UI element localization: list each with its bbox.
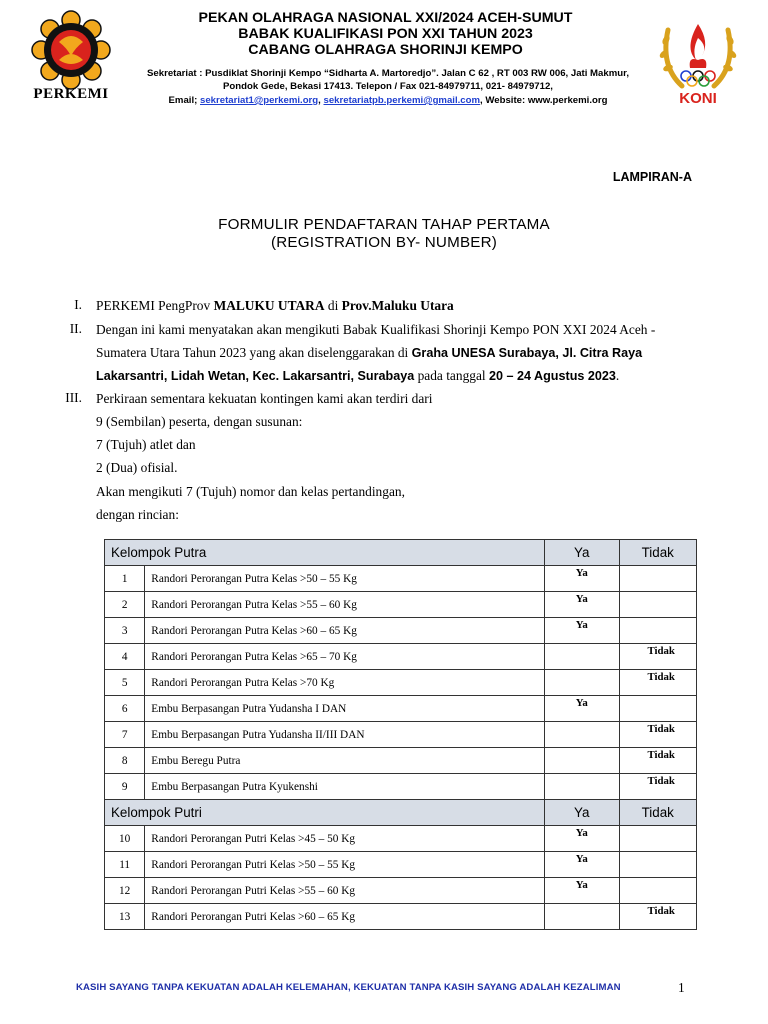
table-row: [105, 878, 697, 904]
ya-cell: [544, 618, 619, 644]
group-header: Kelompok Putri: [105, 800, 545, 826]
tidak-mark: Tidak: [647, 671, 675, 683]
table-row: [105, 618, 697, 644]
form-subtitle: (REGISTRATION BY- NUMBER): [270, 234, 498, 251]
table-row: [105, 670, 697, 696]
tidak-cell: [619, 696, 697, 722]
ya-cell: [544, 722, 619, 748]
row-number: 7: [105, 722, 145, 748]
section-iii-number: III.: [65, 390, 82, 405]
tidak-cell: [619, 618, 697, 644]
ya-cell: [544, 566, 619, 592]
event-name: Randori Perorangan Putra Kelas >65 – 70 Kg: [145, 644, 545, 670]
ya-mark: Ya: [575, 619, 588, 631]
tidak-cell: [619, 722, 697, 748]
row-number: 3: [105, 618, 145, 644]
letterhead-title-2: BABAK KUALIFIKASI PON XXI TAHUN 2023: [238, 26, 533, 42]
ya-cell: [544, 644, 619, 670]
section-iii-line-4: 2 (Dua) ofisial.: [96, 460, 178, 475]
website-text: , Website: www.perkemi.org: [480, 95, 608, 106]
koni-logo-icon: [652, 16, 744, 94]
event-name: Randori Perorangan Putra Kelas >55 – 60 Kg: [145, 592, 545, 618]
col-ya-header: Ya: [544, 800, 619, 826]
koni-logo-text: KONI: [679, 90, 717, 107]
table-row: [105, 748, 697, 774]
col-tidak-header: Tidak: [619, 800, 697, 826]
ya-cell: [544, 670, 619, 696]
ya-cell: [544, 774, 619, 800]
email-label: Email;: [168, 95, 200, 106]
section-ii-line-3: [96, 367, 619, 385]
page-number: 1: [678, 980, 685, 995]
province-org: MALUKU UTARA: [213, 298, 325, 313]
event-name: Randori Perorangan Putri Kelas >50 – 55 Kg: [145, 852, 545, 878]
ya-mark: Ya: [575, 853, 588, 865]
section-ii-line-2: [96, 344, 642, 362]
ya-mark: Ya: [575, 827, 588, 839]
event-name: Embu Berpasangan Putra Yudansha II/III DAN: [145, 722, 545, 748]
event-name: Randori Perorangan Putri Kelas >55 – 60 Kg: [145, 878, 545, 904]
ya-mark: Ya: [575, 567, 588, 579]
letterhead-title-3: CABANG OLAHRAGA SHORINJI KEMPO: [248, 42, 523, 58]
section-iii-line-3: 7 (Tujuh) atlet dan: [96, 437, 196, 452]
form-title: FORMULIR PENDAFTARAN TAHAP PERTAMA: [218, 216, 550, 233]
table-row: [105, 722, 697, 748]
tidak-cell: [619, 904, 697, 930]
letterhead-address-2: Pondok Gede, Bekasi 17413. Telepon / Fax 021-84979711, 021- 84979712,: [223, 81, 553, 92]
row-number: 13: [105, 904, 145, 930]
tidak-cell: [619, 592, 697, 618]
event-name: Embu Berpasangan Putra Kyukenshi: [145, 774, 545, 800]
section-ii-line-1: Dengan ini kami menyatakan akan mengikuti Babak Kualifikasi Shorinji Kempo PON XXI 2024 Aceh -: [96, 322, 656, 337]
section-iii-line-5: Akan mengikuti 7 (Tujuh) nomor dan kelas pertandingan,: [96, 484, 405, 499]
letterhead-address-1: Sekretariat : Pusdiklat Shorinji Kempo “Sidharta A. Martoredjo”. Jalan C 62 , RT 003 RW 006, Jati Makmur,: [147, 68, 629, 79]
row-number: 12: [105, 878, 145, 904]
province-name: Prov.Maluku Utara: [341, 298, 454, 313]
ya-cell: [544, 748, 619, 774]
tidak-mark: Tidak: [647, 905, 675, 917]
ya-cell: [544, 696, 619, 722]
section-iii-line-1: Perkiraan sementara kekuatan kontingen kami akan terdiri dari: [96, 391, 433, 406]
putri-header-row: [105, 800, 697, 826]
table-row: [105, 852, 697, 878]
row-number: 9: [105, 774, 145, 800]
ya-cell: [544, 852, 619, 878]
row-number: 5: [105, 670, 145, 696]
email-link-1[interactable]: sekretariat1@perkemi.org: [200, 95, 319, 106]
ya-cell: [544, 878, 619, 904]
row-number: 4: [105, 644, 145, 670]
group-header: Kelompok Putra: [105, 540, 545, 566]
table-row: [105, 904, 697, 930]
section-i-number: I.: [74, 297, 82, 312]
table-row: [105, 774, 697, 800]
tidak-cell: [619, 566, 697, 592]
footer-motto: KASIH SAYANG TANPA KEKUATAN ADALAH KELEMAHAN, KEKUATAN TANPA KASIH SAYANG ADALAH KEZALIMAN: [76, 982, 621, 993]
tidak-cell: [619, 670, 697, 696]
event-name: Randori Perorangan Putri Kelas >45 – 50 Kg: [145, 826, 545, 852]
tidak-cell: [619, 774, 697, 800]
table-row: [105, 644, 697, 670]
attachment-label: LAMPIRAN-A: [612, 170, 692, 184]
venue-part-1: Graha UNESA Surabaya, Jl. Citra Raya: [411, 346, 643, 360]
tidak-mark: Tidak: [647, 723, 675, 735]
row-number: 6: [105, 696, 145, 722]
event-dates: 20 – 24 Agustus 2023: [488, 369, 616, 383]
tidak-mark: Tidak: [647, 645, 675, 657]
tidak-mark: Tidak: [647, 775, 675, 787]
section-i-part-a: PERKEMI PengProv: [96, 298, 214, 313]
section-ii-end: .: [615, 368, 620, 383]
event-name: Randori Perorangan Putri Kelas >60 – 65 Kg: [145, 904, 545, 930]
table-row: [105, 592, 697, 618]
putra-header-row: [105, 540, 697, 566]
section-ii-number: II.: [69, 321, 82, 336]
tidak-cell: [619, 748, 697, 774]
tidak-cell: [619, 878, 697, 904]
email-link-2[interactable]: sekretariatpb.perkemi@gmail.com: [323, 95, 481, 106]
section-ii-line-2-text: Sumatera Utara Tahun 2023 yang akan diselenggarakan di: [96, 345, 412, 360]
venue-part-2: Lakarsantri, Lidah Wetan, Kec. Lakarsantri, Surabaya: [96, 369, 415, 383]
tidak-cell: [619, 644, 697, 670]
row-number: 8: [105, 748, 145, 774]
event-name: Embu Berpasangan Putra Yudansha I DAN: [145, 696, 545, 722]
col-ya-header: Ya: [544, 540, 619, 566]
event-name: Randori Perorangan Putra Kelas >50 – 55 Kg: [145, 566, 545, 592]
letterhead-title-1: PEKAN OLAHRAGA NASIONAL XXI/2024 ACEH-SUMUT: [198, 10, 573, 26]
letterhead-contact: [128, 94, 648, 107]
table-row: [105, 696, 697, 722]
ya-cell: [544, 826, 619, 852]
tidak-cell: [619, 826, 697, 852]
tidak-cell: [619, 852, 697, 878]
email-separator: ,: [318, 95, 324, 106]
event-name: Embu Beregu Putra: [145, 748, 545, 774]
section-i-text: [96, 297, 454, 314]
row-number: 2: [105, 592, 145, 618]
event-name: Randori Perorangan Putra Kelas >70 Kg: [145, 670, 545, 696]
section-iii-line-2: 9 (Sembilan) peserta, dengan susunan:: [96, 414, 303, 429]
section-iii-line-6: dengan rincian:: [96, 507, 179, 522]
perkemi-logo-text: PERKEMI: [33, 86, 109, 102]
section-i-part-b: di: [324, 298, 342, 313]
ya-mark: Ya: [575, 879, 588, 891]
section-ii-date-label: pada tanggal: [414, 368, 489, 383]
ya-mark: Ya: [575, 593, 588, 605]
ya-mark: Ya: [575, 697, 588, 709]
ya-cell: [544, 904, 619, 930]
ya-cell: [544, 592, 619, 618]
letterhead: [0, 0, 768, 112]
tidak-mark: Tidak: [647, 749, 675, 761]
col-tidak-header: Tidak: [619, 540, 697, 566]
registration-table: [104, 539, 697, 930]
event-name: Randori Perorangan Putra Kelas >60 – 65 Kg: [145, 618, 545, 644]
row-number: 1: [105, 566, 145, 592]
row-number: 11: [105, 852, 145, 878]
table-row: [105, 826, 697, 852]
row-number: 10: [105, 826, 145, 852]
table-row: [105, 566, 697, 592]
